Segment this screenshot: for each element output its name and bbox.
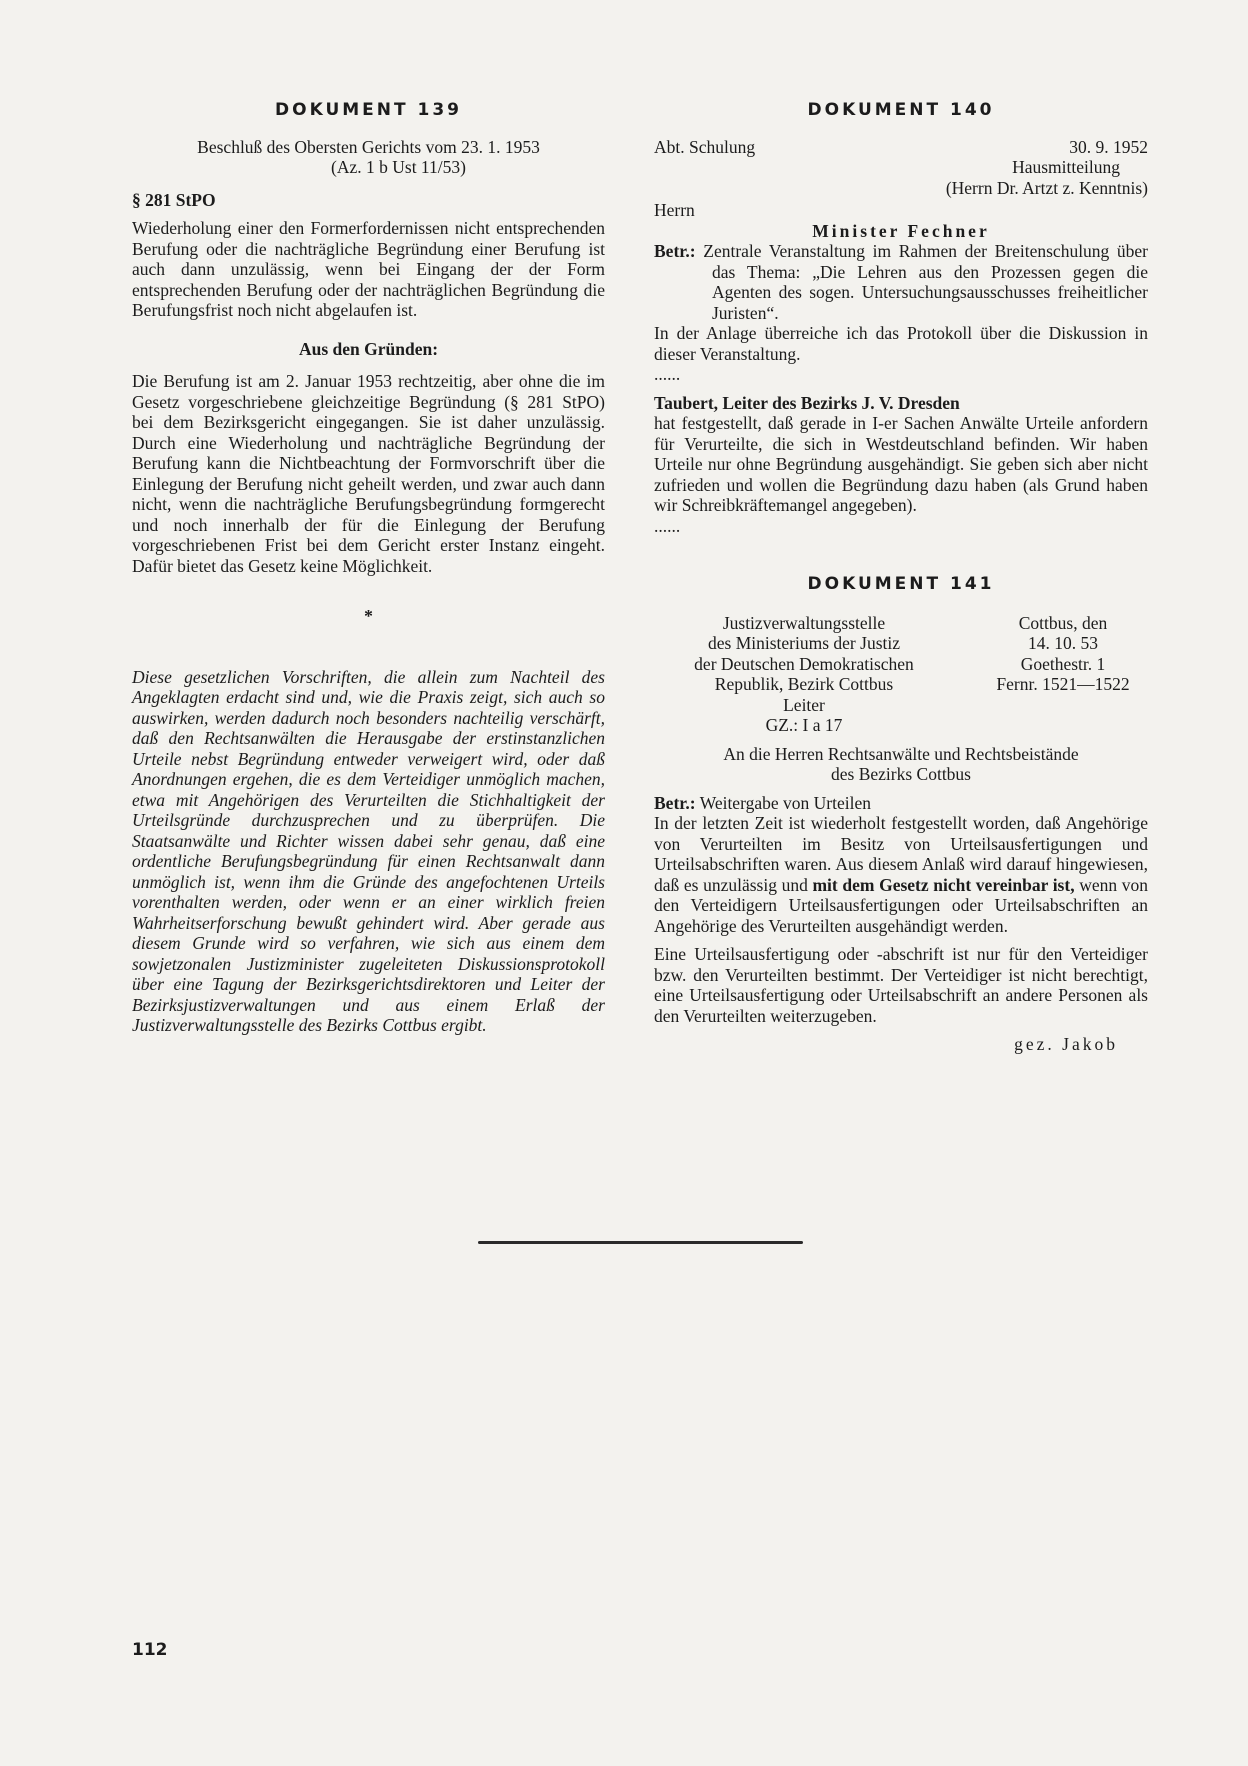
letterhead-line: Goethestr. 1 [1020,653,1106,674]
doc140-sender-row [654,137,1148,158]
letterhead-line: GZ.: I a 17 [765,715,843,735]
doc140-salutation: Herrn [654,200,695,220]
doc140-speaker: Taubert, Leiter des Bezirks J. V. Dresden [654,392,960,413]
doc140-subject [654,241,1148,323]
doc140-memo-type: Hausmitteilung [1012,157,1120,177]
doc139-case-number: (Az. 1 b Ust 11/53) [331,157,466,177]
doc139-section: § 281 StPO [132,189,216,210]
doc139-commentary: Diese gesetzlichen Vorschriften, die allein zum Nachteil des Angeklagten erdacht sind und, wie die Praxis zeigt, sich auch so auswirken, werden dadurch noch besonders nachteilig verschärft, daß den Rechtsanwälten die Herausgabe der erstinstanzlichen Urteile nebst Begründung entweder verweigert wird, oder daß Anordnungen ergehen, die es dem Verteidiger unmöglich machen, etwa mit Angehörigen des Verurteilten die Stichhaltigkeit der Urteilsgründe durchzusprechen und zu überprüfen. Die Staatsanwälte und Richter wissen dabei sehr genau, daß eine ordentliche Berufungsbegründung für einen Rechtsanwalt dann unmöglich ist, wenn ihm die Gründe des angefochtenen Urteils vorenthalten werden, oder wenn er an einer wirklich freien Wahrheitserforschung bewußt gehindert wird. Aber gerade aus diesem Grunde wird so verfahren, wie sich aus einem dem sowjetzonalen Justizminister zugeleiteten Diskussionsprotokoll über eine Tagung der Bezirksgerichtsdirektoren und Leiter der Bezirksjustizverwaltungen und aus einem Erlaß der Justizverwaltungsstelle des Bezirks Cottbus ergibt. [132,666,605,1035]
letterhead-line: Fernr. 1521—1522 [996,674,1130,694]
doc140-recipient: Minister Fechner [812,220,990,241]
page-number: 112 [132,1640,168,1660]
letterhead-line: der Deutschen Demokratischen [694,653,914,674]
doc141-paragraph-1-end: wenn von den Verteidigern Urteilsausfertigungen oder Urteilsabschriften an Angehörige des Verurteilten ausgehändigt werden. [654,874,1148,936]
doc141-paragraph-2: Eine Urteilsausfertigung oder -abschrift ist nur für den Verteidiger bzw. den Verurteilten bestimmt. Der Verteidiger ist nicht berechtigt, eine Urteilsausfertigung oder Urteilsabschrift an andere Personen als den Verurteilten weiterzugeben. [654,944,1148,1026]
doc140-heading: DOKUMENT 140 [807,100,995,120]
doc139-headnote: Wiederholung einer den Formerfordernissen nicht entsprechenden Berufung oder die nachträgliche Begründung einer Berufung ist auch dann unzulässig, wenn bei Eingang der der Form entsprechenden Berufung oder der nachträglichen Begründung die Berufungsfrist noch nicht abgelaufen ist. [132,218,605,320]
doc141-letterhead [654,613,1148,736]
doc141-heading: DOKUMENT 141 [807,574,995,594]
doc139-heading: DOKUMENT 139 [275,100,462,120]
right-column [654,100,1148,1055]
left-column [132,100,605,1036]
letterhead-line: des Ministeriums der Justiz [708,633,900,653]
letterhead-line: Justizverwaltungsstelle [722,612,886,633]
doc141-subject-label: Betr.: [654,792,696,813]
doc140-ellipsis-2: ...... [654,515,681,536]
letterhead-line: Cottbus, den [1018,612,1108,633]
doc140-body: In der Anlage überreiche ich das Protokoll über die Diskussion in dieser Veranstaltung. [654,323,1148,364]
doc141-paragraph-1-emphasis: mit dem Gesetz nicht vereinbar ist, [812,874,1075,895]
doc141-subject [654,793,1148,814]
doc139-reasons-heading: Aus den Gründen: [298,338,439,359]
doc141-letterhead-place [978,613,1148,736]
letterhead-line: Leiter [783,694,825,715]
doc140-sender: Abt. Schulung [654,136,756,157]
letterhead-line: Republik, Bezirk Cottbus [714,674,894,694]
doc140-speaker-text: hat festgestellt, daß gerade in I-er Sachen Anwälte Urteile anfordern für Verurteilte, die sich in Westdeutschland befinden. Wir haben Urteile nur ohne Begründung ausgehändigt. Sie geben sich aber nicht zufrieden und wollen die Begründung dazu haben (als Grund haben wir Schreibkräftemangel angegeben). [654,413,1148,515]
doc140-ellipsis-1: ...... [654,364,681,384]
doc141-letterhead-sender [654,613,954,736]
doc141-subject-text: Weitergabe von Urteilen [699,792,871,813]
doc141-paragraph-1-start: In der letzten Zeit ist wiederholt festgestellt worden, daß Angehörige von Verurteilten im Besitz von Urteilsausfertigungen und Urteilsabschriften waren. Aus diesem Anlaß wird darauf hingewiesen, daß es unzulässig und [654,813,1148,895]
doc140-subject-text: Zentrale Veranstaltung im Rahmen der Breitenschulung über das Thema: „Die Lehren aus den Prozessen gegen die Agenten des sogen. Untersuchungsausschusses freiheitlicher Juristen“. [703,241,1148,323]
doc139-citation: Beschluß des Obersten Gerichts vom 23. 1. 1953 [197,136,540,157]
doc140-memo-note: (Herrn Dr. Artzt z. Kenntnis) [945,177,1148,198]
letterhead-line: 14. 10. 53 [1028,633,1098,653]
end-rule [478,1241,803,1244]
section-separator: * [364,606,373,626]
doc141-paragraph-1 [654,813,1148,936]
doc141-address-line-1: An die Herren Rechtsanwälte und Rechtsbeistände [723,743,1079,764]
doc140-subject-label: Betr.: [654,241,696,261]
doc141-signature: gez. Jakob [1014,1034,1118,1054]
doc139-reasons-text: Die Berufung ist am 2. Januar 1953 rechtzeitig, aber ohne die im Gesetz vorgeschriebene gleichzeitige Begründung (§ 281 StPO) bei dem Bezirksgericht eingegangen. Sie ist daher unzulässig. Durch eine Wiederholung und nachträgliche Begründung der Berufung kann die Nichtbeachtung der Formvorschrift über die Einlegung der Berufung nicht geheilt werden, und zwar auch dann nicht, wenn die nachträgliche Berufungsbegründung formgerecht und noch innerhalb der für die Einlegung der Berufung vorgeschriebenen Frist bei dem Gericht erster Instanz eingeht. Dafür bietet das Gesetz keine Möglichkeit. [132,371,605,576]
doc141-address-line-2: des Bezirks Cottbus [831,764,971,784]
doc140-date: 30. 9. 1952 [1069,136,1148,157]
